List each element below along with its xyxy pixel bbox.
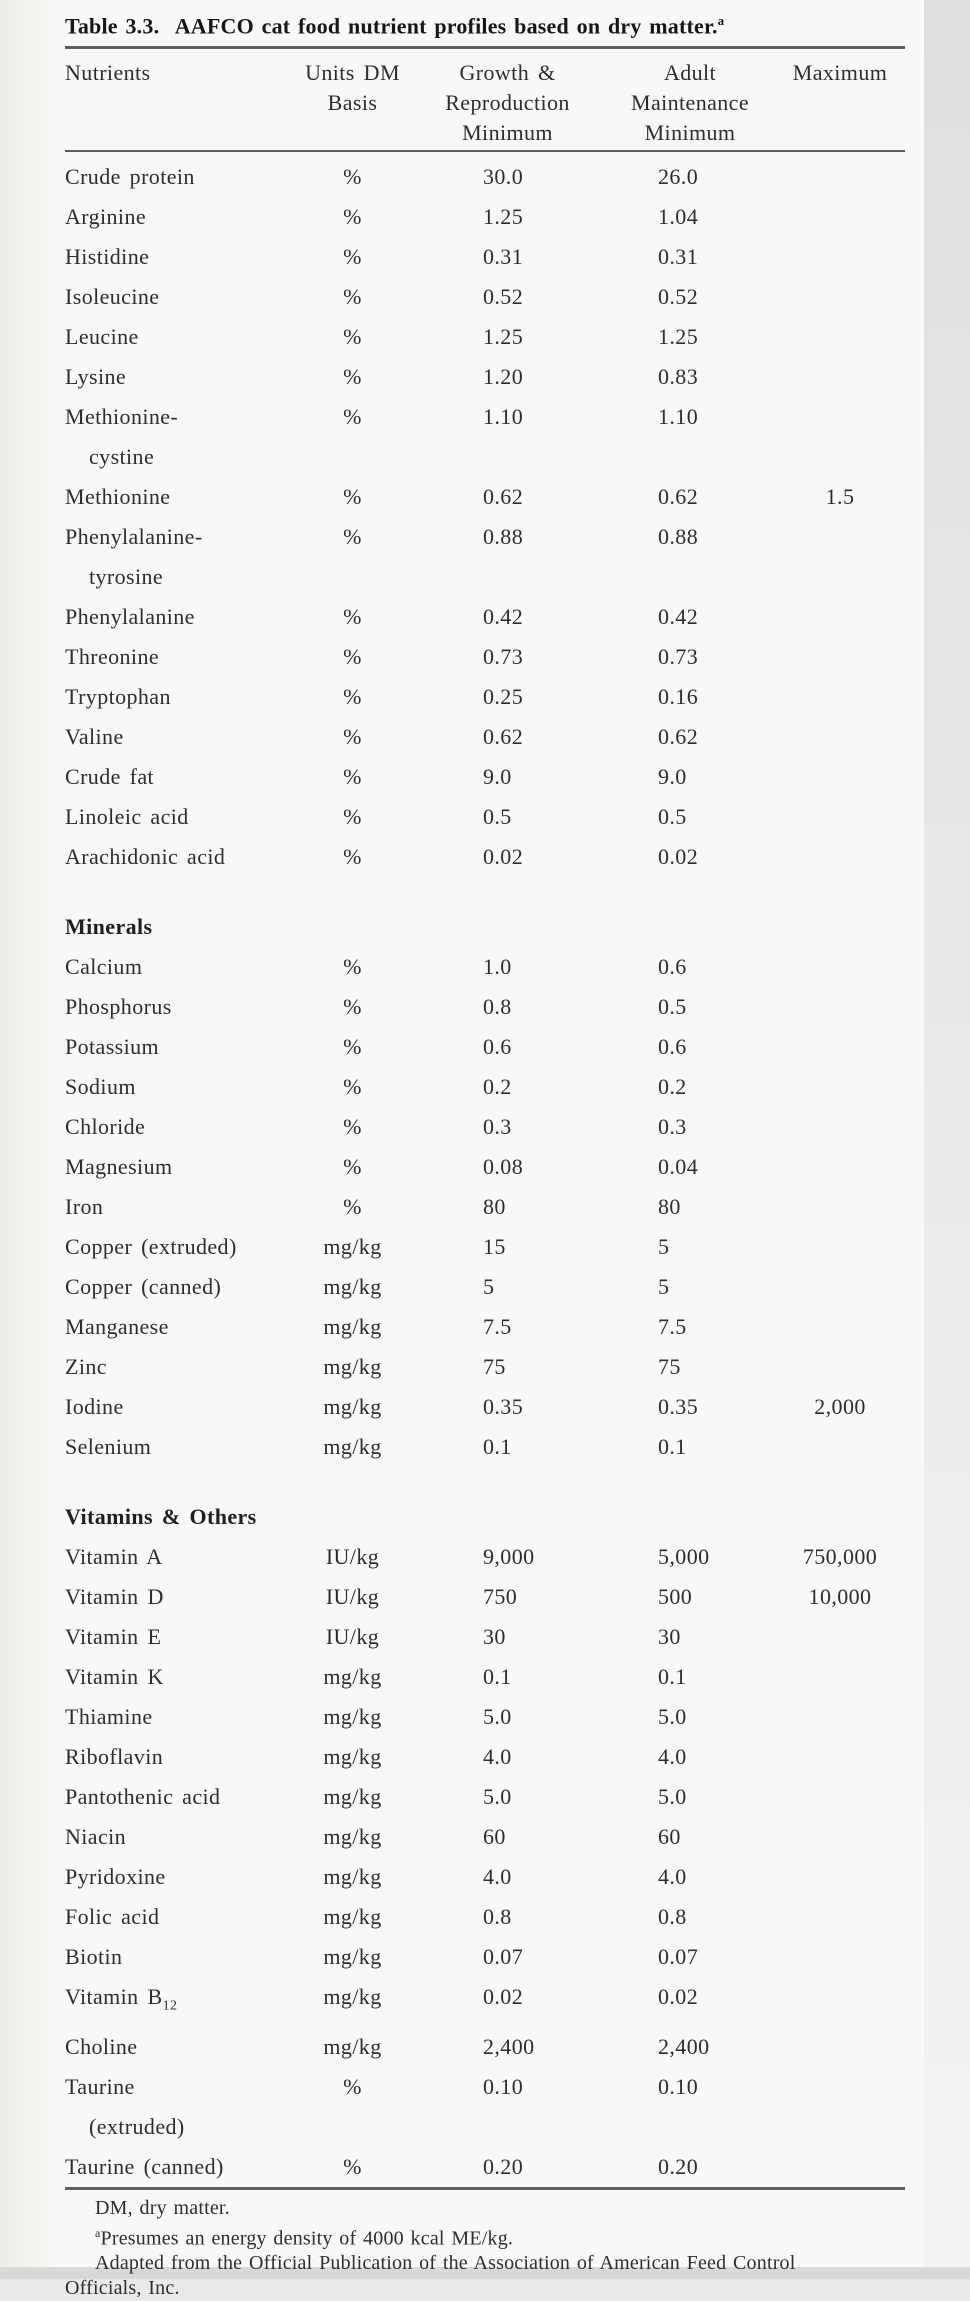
- table-row: [65, 1697, 905, 1737]
- units-cell: mg/kg: [323, 1984, 382, 2010]
- nutrient-cell: [65, 237, 295, 277]
- units-cell: %: [343, 954, 362, 980]
- adult-minimum-cell: 0.3: [658, 1114, 687, 1140]
- nutrient-cell: [65, 797, 295, 837]
- growth-minimum-cell: 9,000: [483, 1544, 535, 1570]
- growth-minimum-cell: 5.0: [483, 1704, 512, 1730]
- nutrient-cell: [65, 517, 295, 597]
- nutrient-cell: [65, 1617, 295, 1657]
- column-header-nutrients: Nutrients: [65, 60, 151, 86]
- table-row: [65, 477, 905, 517]
- table-row: [65, 277, 905, 317]
- units-cell: mg/kg: [323, 1944, 382, 1970]
- nutrient-name: Sodium: [65, 1074, 136, 1100]
- section-heading: Minerals: [65, 914, 153, 940]
- units-cell: %: [343, 284, 362, 310]
- growth-minimum-cell: 1.25: [483, 204, 524, 230]
- nutrient-cell: [65, 1347, 295, 1387]
- table-row: [65, 1537, 905, 1577]
- units-cell: %: [343, 724, 362, 750]
- growth-minimum-cell: 750: [483, 1584, 518, 1610]
- nutrient-cell: [65, 1187, 295, 1227]
- nutrient-cell: [65, 2147, 295, 2187]
- nutrient-cell: [65, 397, 295, 477]
- units-cell: mg/kg: [323, 1274, 382, 1300]
- table-row: [65, 1897, 905, 1937]
- table-row: [65, 1347, 905, 1387]
- nutrient-cell: [65, 637, 295, 677]
- table-row: [65, 1657, 905, 1697]
- table-row: [65, 1737, 905, 1777]
- nutrient-cell: [65, 1427, 295, 1467]
- adult-minimum-cell: 0.02: [658, 1984, 699, 2010]
- units-cell: %: [343, 644, 362, 670]
- growth-minimum-cell: 2,400: [483, 2033, 535, 2059]
- adult-minimum-cell: 2,400: [658, 2033, 710, 2059]
- nutrient-name: Valine: [65, 724, 124, 750]
- table-row: [65, 2067, 905, 2147]
- nutrient-cell: [65, 837, 295, 877]
- growth-minimum-cell: 4.0: [483, 1744, 512, 1770]
- units-cell: %: [343, 1074, 362, 1100]
- nutrient-name: Copper (canned): [65, 1274, 222, 1300]
- growth-minimum-cell: 1.20: [483, 364, 524, 390]
- nutrient-name: Phosphorus: [65, 994, 172, 1020]
- footnote-marker-a: a: [95, 2225, 101, 2240]
- adult-minimum-cell: 1.10: [658, 404, 699, 430]
- adult-minimum-cell: 4.0: [658, 1864, 687, 1890]
- adult-minimum-cell: 0.6: [658, 1034, 687, 1060]
- units-cell: %: [343, 1034, 362, 1060]
- nutrient-cell: [65, 1777, 295, 1817]
- table-footnotes: [65, 2196, 905, 2301]
- table-row: [65, 2027, 905, 2067]
- nutrient-cell: [65, 947, 295, 987]
- nutrient-cell: [65, 277, 295, 317]
- adult-minimum-cell: 1.25: [658, 324, 699, 350]
- adult-minimum-cell: 0.2: [658, 1074, 687, 1100]
- maximum-cell: 750,000: [802, 1544, 878, 1570]
- table-row: [65, 1267, 905, 1307]
- nutrient-cell: [65, 1307, 295, 1347]
- nutrient-name: Selenium: [65, 1434, 152, 1460]
- nutrient-name: Vitamin D: [65, 1584, 164, 1610]
- nutrient-name: Histidine: [65, 244, 150, 270]
- adult-minimum-cell: 0.62: [658, 724, 699, 750]
- nutrient-name: Arginine: [65, 204, 147, 230]
- nutrient-cell: [65, 1537, 295, 1577]
- table-row: [65, 1227, 905, 1267]
- table-row: [65, 2147, 905, 2187]
- nutrient-cell: [65, 1817, 295, 1857]
- nutrient-cell: [65, 1027, 295, 1067]
- nutrient-name: Chloride: [65, 1114, 146, 1140]
- table-row: [65, 947, 905, 987]
- nutrient-name: Phenylalanine: [65, 604, 195, 630]
- growth-minimum-cell: 0.62: [483, 484, 524, 510]
- adult-minimum-cell: 0.42: [658, 604, 699, 630]
- adult-minimum-cell: 80: [658, 1194, 681, 1220]
- units-cell: %: [343, 244, 362, 270]
- table-title: [65, 8, 905, 39]
- adult-minimum-cell: 500: [658, 1584, 693, 1610]
- units-cell: %: [343, 524, 362, 550]
- table-row: [65, 197, 905, 237]
- units-cell: mg/kg: [323, 1904, 382, 1930]
- nutrient-name-subscript: 12: [162, 1998, 178, 2014]
- units-cell: mg/kg: [323, 1354, 382, 1380]
- units-cell: mg/kg: [323, 1664, 382, 1690]
- growth-minimum-cell: 0.08: [483, 1154, 524, 1180]
- growth-minimum-cell: 1.25: [483, 324, 524, 350]
- growth-minimum-cell: 0.25: [483, 684, 524, 710]
- growth-minimum-cell: 0.2: [483, 1074, 512, 1100]
- nutrient-cell: [65, 1147, 295, 1187]
- table-row: [65, 1307, 905, 1347]
- nutrient-name: Zinc: [65, 1354, 107, 1380]
- nutrient-name: Methionine: [65, 484, 171, 510]
- adult-minimum-cell: 0.8: [658, 1904, 687, 1930]
- growth-minimum-cell: 0.52: [483, 284, 524, 310]
- nutrient-cell: [65, 1657, 295, 1697]
- table-row: [65, 1387, 905, 1427]
- nutrient-cell: [65, 1267, 295, 1307]
- table-row: [65, 1577, 905, 1617]
- units-cell: %: [343, 1154, 362, 1180]
- section-heading: Vitamins & Others: [65, 1504, 257, 1530]
- adult-minimum-cell: 5,000: [658, 1544, 710, 1570]
- nutrient-name: Taurine (canned): [65, 2153, 224, 2179]
- adult-minimum-cell: 75: [658, 1354, 681, 1380]
- nutrient-cell: [65, 717, 295, 757]
- adult-minimum-cell: 1.04: [658, 204, 699, 230]
- nutrient-cell: [65, 317, 295, 357]
- units-cell: mg/kg: [323, 1744, 382, 1770]
- units-cell: %: [343, 404, 362, 430]
- growth-minimum-cell: 75: [483, 1354, 506, 1380]
- table-row: [65, 357, 905, 397]
- scan-shadow-left: [0, 0, 58, 2279]
- units-cell: %: [343, 364, 362, 390]
- growth-minimum-cell: 0.10: [483, 2073, 524, 2099]
- nutrient-name: Iodine: [65, 1394, 124, 1420]
- nutrient-name: Tryptophan: [65, 684, 171, 710]
- growth-minimum-cell: 80: [483, 1194, 506, 1220]
- growth-minimum-cell: 0.31: [483, 244, 524, 270]
- adult-minimum-cell: 0.02: [658, 844, 699, 870]
- nutrient-name: Arachidonic acid: [65, 844, 226, 870]
- adult-minimum-cell: 0.62: [658, 484, 699, 510]
- nutrient-name: Folic acid: [65, 1904, 160, 1930]
- nutrient-cell: [65, 987, 295, 1027]
- table-row: [65, 1427, 905, 1467]
- units-cell: %: [343, 844, 362, 870]
- units-cell: %: [343, 484, 362, 510]
- nutrient-name: Lysine: [65, 364, 127, 390]
- adult-minimum-cell: 0.6: [658, 954, 687, 980]
- nutrient-name: Biotin: [65, 1944, 123, 1970]
- adult-minimum-cell: 0.88: [658, 524, 699, 550]
- nutrient-name: Thiamine: [65, 1704, 153, 1730]
- adult-minimum-cell: 9.0: [658, 764, 687, 790]
- growth-minimum-cell: 5: [483, 1274, 495, 1300]
- table-row: [65, 1617, 905, 1657]
- nutrient-name: Linoleic acid: [65, 804, 189, 830]
- table-body: [65, 152, 905, 2186]
- adult-minimum-cell: 30: [658, 1624, 681, 1650]
- nutrient-name: Manganese: [65, 1314, 169, 1340]
- adult-minimum-cell: 7.5: [658, 1314, 687, 1340]
- growth-minimum-cell: 30.0: [483, 164, 524, 190]
- footnote-energy-density: $^a$Presumes an energy density of 4000 kcal ME/kg.: [95, 2225, 514, 2250]
- nutrient-cell: [65, 477, 295, 517]
- units-cell: mg/kg: [323, 1234, 382, 1260]
- nutrient-name: Crude protein: [65, 164, 195, 190]
- growth-minimum-cell: 0.07: [483, 1944, 524, 1970]
- nutrient-name: Potassium: [65, 1034, 160, 1060]
- table-row: [65, 597, 905, 637]
- growth-minimum-cell: 0.02: [483, 844, 524, 870]
- nutrient-cell: [65, 197, 295, 237]
- table-row: [65, 1937, 905, 1977]
- nutrient-cell: [65, 357, 295, 397]
- nutrient-name: Leucine: [65, 324, 139, 350]
- units-cell: %: [343, 324, 362, 350]
- adult-minimum-cell: 0.07: [658, 1944, 699, 1970]
- adult-minimum-cell: 0.73: [658, 644, 699, 670]
- nutrient-name: Taurine: [65, 2073, 135, 2099]
- adult-minimum-cell: 5: [658, 1234, 670, 1260]
- table-row: [65, 1777, 905, 1817]
- nutrient-name: Vitamin B: [65, 1984, 163, 2010]
- nutrient-cell: [65, 1737, 295, 1777]
- nutrient-cell: [65, 1577, 295, 1617]
- column-header-units: Units DM Basis: [305, 60, 400, 116]
- units-cell: mg/kg: [323, 1394, 382, 1420]
- units-cell: %: [343, 804, 362, 830]
- adult-minimum-cell: 0.20: [658, 2153, 699, 2179]
- nutrient-name: Niacin: [65, 1824, 127, 1850]
- growth-minimum-cell: 0.8: [483, 1904, 512, 1930]
- growth-minimum-cell: 0.62: [483, 724, 524, 750]
- nutrient-name: Pyridoxine: [65, 1864, 166, 1890]
- growth-minimum-cell: 4.0: [483, 1864, 512, 1890]
- maximum-cell: 2,000: [814, 1394, 866, 1420]
- nutrient-name: Vitamin K: [65, 1664, 164, 1690]
- adult-minimum-cell: 0.35: [658, 1394, 699, 1420]
- growth-minimum-cell: 9.0: [483, 764, 512, 790]
- growth-minimum-cell: 15: [483, 1234, 506, 1260]
- growth-minimum-cell: 30: [483, 1624, 506, 1650]
- bottom-rule: [65, 2187, 905, 2190]
- units-cell: %: [343, 684, 362, 710]
- nutrient-cell: [65, 1107, 295, 1147]
- growth-minimum-cell: 0.5: [483, 804, 512, 830]
- adult-minimum-cell: 0.04: [658, 1154, 699, 1180]
- table-row: [65, 1817, 905, 1857]
- growth-minimum-cell: 0.1: [483, 1664, 512, 1690]
- adult-minimum-cell: 0.5: [658, 994, 687, 1020]
- units-cell: %: [343, 764, 362, 790]
- nutrient-cell: [65, 2067, 295, 2147]
- table-content: [65, 8, 905, 2301]
- nutrient-name: Iron: [65, 1194, 104, 1220]
- adult-minimum-cell: 0.83: [658, 364, 699, 390]
- nutrient-name: Threonine: [65, 644, 160, 670]
- table-row: [65, 157, 905, 197]
- nutrient-cell: [65, 157, 295, 197]
- table-row: [65, 1187, 905, 1227]
- table-row: [65, 237, 905, 277]
- nutrient-cell: [65, 757, 295, 797]
- nutrient-cell: [65, 597, 295, 637]
- nutrient-name-continuation: cystine: [89, 444, 155, 470]
- table-caption: AAFCO cat food nutrient profiles based on dry matter.: [174, 13, 718, 39]
- footnote-source-line1: Adapted from the Official Publication of the Association of American Feed Control: [95, 2252, 796, 2275]
- units-cell: %: [343, 994, 362, 1020]
- title-footnote-marker: a: [717, 13, 725, 28]
- title-rule: [65, 46, 905, 49]
- growth-minimum-cell: 0.8: [483, 994, 512, 1020]
- growth-minimum-cell: 0.35: [483, 1394, 524, 1420]
- nutrient-name: Isoleucine: [65, 284, 160, 310]
- units-cell: mg/kg: [323, 1784, 382, 1810]
- footnote-dm: DM, dry matter.: [95, 2196, 230, 2219]
- growth-minimum-cell: 0.02: [483, 1984, 524, 2010]
- nutrient-cell: [65, 1697, 295, 1737]
- adult-minimum-cell: 5.0: [658, 1784, 687, 1810]
- growth-minimum-cell: 0.42: [483, 604, 524, 630]
- units-cell: mg/kg: [323, 1704, 382, 1730]
- table-header-row: [65, 58, 905, 150]
- table-row: [65, 797, 905, 837]
- adult-minimum-cell: 26.0: [658, 164, 699, 190]
- adult-minimum-cell: 0.1: [658, 1664, 687, 1690]
- nutrient-name-continuation: (extruded): [89, 2113, 185, 2139]
- table-row: [65, 1977, 905, 2026]
- adult-minimum-cell: 0.10: [658, 2073, 699, 2099]
- table-row: [65, 717, 905, 757]
- table-row: [65, 517, 905, 597]
- growth-minimum-cell: 1.10: [483, 404, 524, 430]
- units-cell: mg/kg: [323, 1824, 382, 1850]
- table-row: [65, 837, 905, 877]
- units-cell: mg/kg: [323, 1434, 382, 1460]
- table-row: [65, 317, 905, 357]
- column-header-growth-minimum: Growth & Reproduction Minimum: [445, 60, 570, 146]
- units-cell: %: [343, 164, 362, 190]
- nutrient-name: Pantothenic acid: [65, 1784, 221, 1810]
- units-cell: mg/kg: [323, 1314, 382, 1340]
- table-row: [65, 1147, 905, 1187]
- units-cell: %: [343, 1114, 362, 1140]
- nutrient-name: Methionine-: [65, 404, 179, 430]
- growth-minimum-cell: 5.0: [483, 1784, 512, 1810]
- nutrient-cell: [65, 2027, 295, 2067]
- nutrient-name: Calcium: [65, 954, 143, 980]
- adult-minimum-cell: 0.16: [658, 684, 699, 710]
- nutrient-name: Choline: [65, 2033, 138, 2059]
- nutrient-name: Phenylalanine-: [65, 524, 203, 550]
- units-cell: %: [343, 2073, 362, 2099]
- units-cell: IU/kg: [325, 1584, 380, 1610]
- table-row: [65, 1027, 905, 1067]
- growth-minimum-cell: 60: [483, 1824, 506, 1850]
- nutrient-cell: [65, 1897, 295, 1937]
- units-cell: %: [343, 2153, 362, 2179]
- units-cell: %: [343, 1194, 362, 1220]
- column-header-maximum: Maximum: [792, 60, 888, 86]
- nutrient-cell: [65, 677, 295, 717]
- nutrient-cell: [65, 1857, 295, 1897]
- table-row: [65, 987, 905, 1027]
- nutrient-cell: [65, 1387, 295, 1427]
- nutrient-cell: [65, 1227, 295, 1267]
- nutrient-name: Vitamin A: [65, 1544, 163, 1570]
- growth-minimum-cell: 0.6: [483, 1034, 512, 1060]
- units-cell: IU/kg: [325, 1544, 380, 1570]
- nutrient-name: Vitamin E: [65, 1624, 162, 1650]
- table-row: [65, 397, 905, 477]
- table-row: [65, 677, 905, 717]
- adult-minimum-cell: 4.0: [658, 1744, 687, 1770]
- maximum-cell: 10,000: [808, 1584, 872, 1610]
- growth-minimum-cell: 1.0: [483, 954, 512, 980]
- table-row: [65, 1857, 905, 1897]
- units-cell: %: [343, 604, 362, 630]
- table-row: [65, 1107, 905, 1147]
- nutrient-cell: [65, 1977, 295, 2026]
- nutrient-name: Magnesium: [65, 1154, 173, 1180]
- column-header-adult-minimum: Adult Maintenance Minimum: [630, 60, 749, 146]
- units-cell: mg/kg: [323, 2033, 382, 2059]
- maximum-cell: 1.5: [825, 484, 855, 510]
- adult-minimum-cell: 0.31: [658, 244, 699, 270]
- table-row: [65, 637, 905, 677]
- growth-minimum-cell: 7.5: [483, 1314, 512, 1340]
- growth-minimum-cell: 0.3: [483, 1114, 512, 1140]
- nutrient-name: Riboflavin: [65, 1744, 164, 1770]
- adult-minimum-cell: 0.1: [658, 1434, 687, 1460]
- adult-minimum-cell: 5.0: [658, 1704, 687, 1730]
- units-cell: %: [343, 204, 362, 230]
- units-cell: mg/kg: [323, 1864, 382, 1890]
- adult-minimum-cell: 60: [658, 1824, 681, 1850]
- nutrient-name: Crude fat: [65, 764, 155, 790]
- table-row: [65, 1067, 905, 1107]
- growth-minimum-cell: 0.1: [483, 1434, 512, 1460]
- adult-minimum-cell: 5: [658, 1274, 670, 1300]
- units-cell: IU/kg: [325, 1624, 380, 1650]
- growth-minimum-cell: 0.88: [483, 524, 524, 550]
- table-number: Table 3.3.: [65, 13, 160, 39]
- growth-minimum-cell: 0.20: [483, 2153, 524, 2179]
- adult-minimum-cell: 0.52: [658, 284, 699, 310]
- growth-minimum-cell: 0.73: [483, 644, 524, 670]
- footnote-source-line2: Officials, Inc.: [65, 2277, 180, 2300]
- nutrient-cell: [65, 1067, 295, 1107]
- nutrient-cell: [65, 1937, 295, 1977]
- adult-minimum-cell: 0.5: [658, 804, 687, 830]
- scan-shadow-right: [924, 0, 970, 2279]
- nutrient-name-continuation: tyrosine: [89, 564, 164, 590]
- nutrient-name: Copper (extruded): [65, 1234, 237, 1260]
- table-row: [65, 757, 905, 797]
